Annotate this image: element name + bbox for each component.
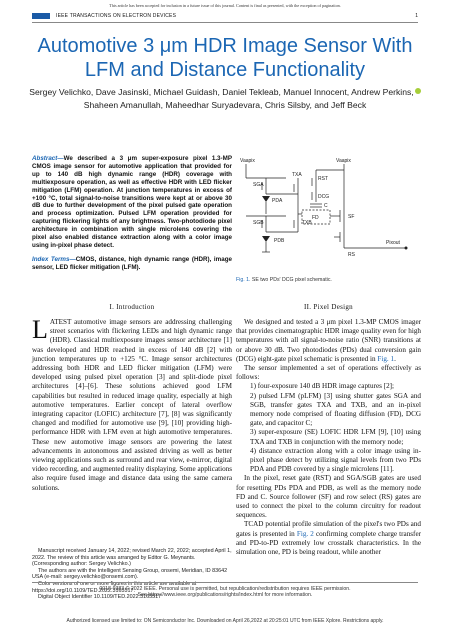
pixel-p4-b: confirming complete charge transfer and PD-to-PD extremely low crosstalk characteristics. In the simulation one, PD is being readout, while another	[236, 529, 421, 557]
running-header	[32, 12, 418, 23]
label-fd: FD	[312, 215, 319, 221]
pixel-p1-b: .	[394, 354, 396, 363]
footnote-doi: Digital Object Identifier 10.1109/TED.2022.3165517	[38, 594, 162, 601]
label-pixout: Pixout	[386, 240, 400, 246]
list-item: 1) four-exposure 140 dB HDR image captures [2];	[250, 382, 395, 391]
acceptance-notice: This article has been accepted for inclusion in a future issue of this journal. Content is final as presented, with the exception of pagination.	[109, 3, 341, 8]
orcid-icon[interactable]	[415, 88, 421, 94]
label-vaapix-left: Vaapix	[240, 158, 255, 164]
label-sgb: SGB	[253, 220, 264, 226]
pixel-p3: In the pixel, reset gate (RST) and SGA/SGB gates are used for resetting PDs PDA and PDB, as well as the memory node FD and C. Source follower (SF) and row select (RS) gates are used to connect the pixel to the column circuitry for readout sequences.	[236, 474, 421, 520]
label-txa: TXA	[292, 172, 302, 178]
footnote-affiliation: The authors are with the Intelligent Sensing Group, onsemi, Meridian, ID 83642 USA (e-mail: sergey.velichko@onsemi.com).	[32, 567, 228, 581]
label-rst: RST	[318, 176, 328, 182]
fig1-link[interactable]: Fig. 1	[377, 354, 395, 363]
abstract-block	[32, 155, 232, 272]
copyright-block	[32, 582, 418, 599]
copyright-line-2[interactable]: See https://www.ieee.org/publications/rights/index.html for more information.	[137, 592, 313, 599]
label-txb: TXB	[302, 220, 312, 226]
ieee-logo-icon	[32, 13, 50, 19]
pixel-design-body	[236, 318, 421, 557]
intro-heading: I. Introduction	[109, 303, 155, 311]
label-rs: RS	[348, 252, 355, 258]
pixel-design-heading: II. Pixel Design	[304, 303, 353, 311]
author-line-1: Sergey Velichko, Dave Jasinski, Michael Guidash, Daniel Tekleab, Manuel Innocent, Andrew Perkins,	[29, 87, 414, 97]
pixel-p2: The sensor implemented a set of operations effectively as follows:	[236, 364, 421, 382]
list-item: 3) super-exposure (SE) LOFIC HDR LFM [9], [10] using TXA and TXB in conjunction with the memory node;	[250, 428, 421, 446]
journal-name: IEEE TRANSACTIONS ON ELECTRON DEVICES	[56, 13, 177, 19]
label-sga: SGA	[253, 182, 264, 188]
pixel-p1-a: We designed and tested a 3 μm pixel 1.3-MP CMOS imager that provides cinematographic HDR image quality even for high temperatures with all signal-to-noise ratio (SNR) transitions at or above 30 dB. Two photodiodes (PDs) dual conversion gain (DCG) eight-gate pixel schematic is presented in	[236, 318, 421, 363]
authorized-use-notice: Authorized licensed use limited to: ON Semiconductor Inc. Downloaded on April 26,2022 at 20:25:01 UTC from IEEE Xplore. Restrictions apply.	[66, 618, 384, 624]
copyright-line-1: 0018-9383 © 2022 IEEE. Personal use is permitted, but republication/redistribution requires IEEE permission.	[99, 586, 351, 592]
pixel-p4-a: TCAD potential profile simulation of the pixel's two PDs and gates is presented in	[236, 520, 421, 538]
figure-caption-label[interactable]: Fig. 1.	[236, 277, 251, 283]
label-dcg: DCG	[318, 194, 330, 200]
fig2-link[interactable]: Fig. 2	[296, 529, 314, 538]
label-vaapix-right: Vaapix	[336, 158, 351, 164]
index-terms-text: CMOS, distance, high dynamic range (HDR), image sensor, LED flicker mitigation (LFM).	[32, 255, 232, 271]
intro-body	[32, 315, 232, 493]
figure-caption	[236, 277, 421, 283]
abstract-text: We described a 3 μm super-exposure pixel 1.3-MP CMOS image sensor for automotive application that provided for up to 140 dB high dynamic range (HDR) coverage with multiexposure operation, as well as effective HDR with LED flicker mitigation (LFM) operation. At junction temperatures in excess of +100 °C, total signal-to-noise transitions were kept at or above 30 dB due to further development of the pixel pulsed gate operation and process optimization. Pulsed LFM operation provided for capturing flickering lights of any brightness. Two-photodiode pixel architecture in combination with single microlens covering the pixel also enabled distance extraction along with a color image using in-pixel phase detect.	[32, 155, 232, 249]
list-item: 4) distance extraction along with a color image using in-pixel phase detect by utilizing signal levels from two PDs PDA and PDB covered by a single microlens [11].	[250, 446, 421, 474]
figure-caption-text: SE two PDs' DCG pixel schematic.	[251, 277, 332, 283]
footnote-received: Manuscript received January 14, 2022; revised March 22, 2022; accepted April 1, 2022. The review of this article was arranged by Editor G. Meynants. (Corresponding author: Sergey Velichko.)	[32, 548, 232, 568]
label-pdb: PDB	[274, 238, 285, 244]
page-number: 1	[415, 13, 418, 19]
author-list	[20, 86, 430, 112]
schematic-svg	[236, 156, 421, 271]
footnote-color-versions: Color versions of one or more figures in this article are available at https://doi.org/10.1109/TED.2022.3165517.	[32, 580, 197, 594]
label-cap: C	[324, 203, 328, 209]
operations-list	[236, 382, 421, 474]
author-line-2: Shaheen Amanullah, Maheedhar Suryadevara, Chris Silsby, and Jeff Beck	[83, 100, 367, 110]
intro-dropcap: L	[32, 315, 48, 344]
abstract-label: Abstract—	[32, 155, 64, 162]
paper-title: Automotive 3 μm HDR Image Sensor With LFM and Distance Functionality	[37, 35, 413, 81]
index-terms-label: Index Terms—	[32, 255, 76, 263]
label-pda: PDA	[272, 198, 283, 204]
list-item: 2) pulsed LFM (pLFM) [3] using shutter gates SGA and SGB, transfer gates TXA and TXB, and an in-pixel memory node comprised of floating diffusion (FD), DCG gate, and capacitor C;	[250, 391, 421, 428]
pixel-schematic-figure	[236, 156, 421, 271]
label-sf: SF	[348, 214, 355, 220]
pdb-diode	[262, 236, 270, 242]
pda-diode	[262, 196, 270, 202]
intro-paragraph-1: ATEST automotive image sensors are addressing challenging street scenarios with flickering LEDs and high dynamic range (HDR). Classical multiexposure images sensor architecture [1] was developed and HDR reached in excess of 140 dB [2] with junction temperatures up to +125 °C. Image sensor architectures addressing both HDR and LED flicker mitigation (LFM) were developed using pulsed pixel operation [3] and split-diode pixel architectures [4]–[6]. These solutions achieved good LFM capabilities but resulted in reduced image quality, especially at high automotive temperatures. Earlier concept of lateral overflow integrating capacitor (LOFIC) architecture [7], [8] was significantly changed and modified for automotive use [9], [10] providing high-performance HDR with LFM even at high automotive temperatures. These new automotive image sensors are powering the latest advancements in autonomous and assisted driving as well as better viewing applications such as surround and rear view, e-mirror, digital video recording, and augmented reality displaying. Some applications also require fused image and distance data using the same camera solutions.	[32, 318, 232, 492]
